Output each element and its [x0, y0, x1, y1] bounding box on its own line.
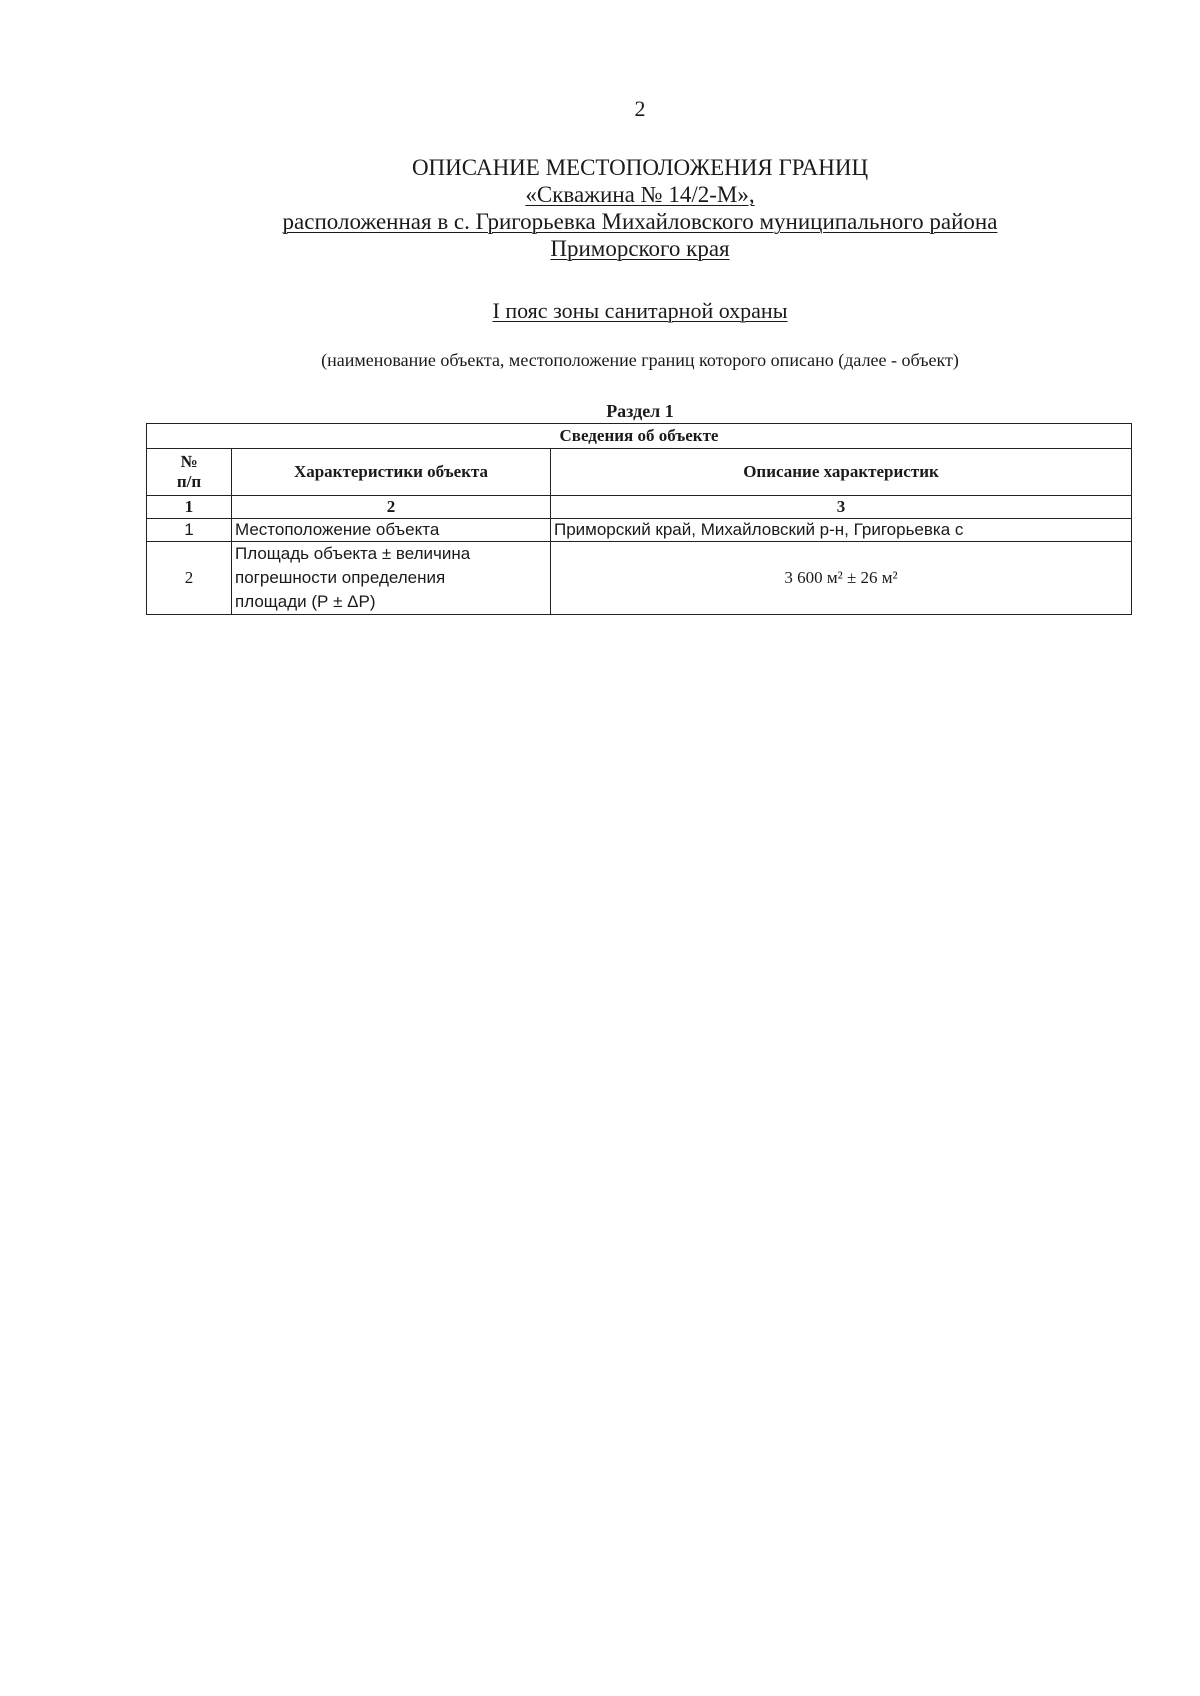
- row-1-num: 1: [147, 519, 232, 542]
- table-header-row: [147, 449, 1132, 496]
- header-characteristics: Характеристики объекта: [232, 449, 551, 496]
- row-2-characteristic-line-2: погрешности определения: [235, 568, 446, 587]
- title-line-4: Приморского края: [550, 236, 730, 261]
- row-2-characteristic-line-1: Площадь объекта ± величина: [235, 544, 471, 563]
- table-row: [147, 542, 1132, 615]
- index-cell-1: 1: [147, 496, 232, 519]
- title-line-2: «Скважина № 14/2-М»,: [525, 182, 755, 207]
- row-2-num: 2: [147, 542, 232, 615]
- object-caption: (наименование объекта, местоположение границ которого описано (далее - объект): [321, 350, 959, 370]
- zone-name: [0, 298, 1200, 324]
- zone-name-text: I пояс зоны санитарной охраны: [492, 298, 788, 323]
- row-2-description: 3 600 м² ± 26 м²: [551, 542, 1132, 615]
- row-2-characteristic: [232, 542, 551, 615]
- row-1-characteristic: Местоположение объекта: [232, 519, 551, 542]
- title-line-3: расположенная в с. Григорьевка Михайловского муниципального района: [282, 209, 998, 234]
- index-cell-2: 2: [232, 496, 551, 519]
- header-num: [147, 449, 232, 496]
- section-label: Раздел 1: [606, 401, 674, 421]
- page-number: 2: [634, 96, 646, 121]
- table-row: [147, 519, 1132, 542]
- document-title: [0, 154, 1200, 262]
- header-num-line-1: №: [180, 452, 198, 471]
- header-num-line-2: п/п: [176, 472, 202, 491]
- object-info-table: [146, 423, 1132, 615]
- row-2-characteristic-line-3: площади (Р ± ΔР): [235, 592, 376, 611]
- index-cell-3: 3: [551, 496, 1132, 519]
- title-line-1: ОПИСАНИЕ МЕСТОПОЛОЖЕНИЯ ГРАНИЦ: [411, 155, 869, 180]
- table-caption: Сведения об объекте: [147, 424, 1132, 449]
- table-index-row: [147, 496, 1132, 519]
- table-caption-row: [147, 424, 1132, 449]
- header-description: Описание характеристик: [551, 449, 1132, 496]
- row-1-description: Приморский край, Михайловский р-н, Григорьевка с: [551, 519, 1132, 542]
